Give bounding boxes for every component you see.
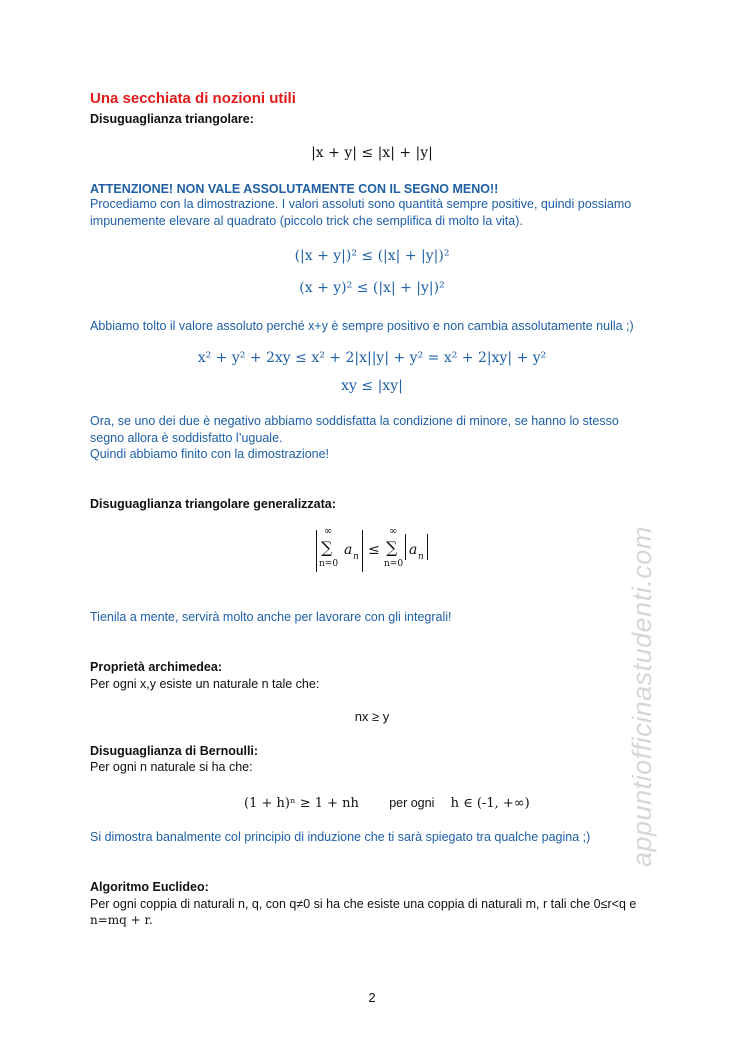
condition-label: per ogni [389,796,435,810]
heading-triangolare: Disuguaglianza triangolare: [90,112,254,126]
equation-expansion: x² + y² + 2xy ≤ x² + 2|x||y| + y² = x² + 2|xy| + y² [197,350,547,366]
abs-bar-inner-right [427,534,428,560]
text-euclideo-1: Per ogni coppia di naturali n, q, con q≠0 si ha che esiste una coppia di naturali m, r tali che 0≤r<q e [90,897,637,911]
abs-bar-inner-left [405,534,406,560]
sum-top-left: ∞ [324,526,333,537]
term-left: a [344,542,353,558]
text-bernoulli: Per ogni n naturale si ha che: [90,760,253,774]
abs-bar-left [316,530,317,572]
sum-symbol-right: ∑ [386,538,398,557]
heading-euclideo: Algoritmo Euclideo: [90,880,209,894]
note-integrali: Tienila a mente, servirà molto anche per lavorare con gli integrali! [90,610,452,624]
condition-formula: h ∈ (-1, +∞) [450,796,530,811]
page-number: 2 [368,990,376,1005]
sum-symbol-left: ∑ [321,538,333,557]
watermark-text: appuntiofficinastudenti.com [627,526,657,867]
formula-archimedea: nx ≥ y [354,709,390,724]
warning-text: ATTENZIONE! NON VALE ASSOLUTAMENTE CON IL SEGNO MENO!! [90,182,499,196]
paragraph-dimostrazione: Procediamo con la dimostrazione. I valori assoluti sono quantità sempre positive, quindi possiamo impunemente elevare al quadrato (piccolo trick che semplifica di molto la vita). [90,197,632,228]
formula-triangolare: |x + y| ≤ |x| + |y| [311,145,433,161]
sum-bottom-left: n=0 [319,559,339,569]
formula-bernoulli: (1 + h)ⁿ ≥ 1 + nh [244,796,359,811]
sum-top-right: ∞ [389,526,398,537]
text-archimedea: Per ogni x,y esiste un naturale n tale che: [90,677,320,691]
abs-bar-right [362,530,363,572]
formula-bernoulli-row [244,796,544,811]
page-title: Una secchiata di nozioni utili [90,90,296,107]
equation-squared-abs: (|x + y|)² ≤ (|x| + |y|)² [294,248,450,264]
sub-right: n [418,552,424,562]
sum-bottom-right: n=0 [384,559,404,569]
paragraph-finito: Quindi abbiamo finito con la dimostrazione! [90,447,330,461]
heading-archimedea: Proprietà archimedea: [90,660,222,674]
equation-squared: (x + y)² ≤ (|x| + |y|)² [299,280,445,296]
heading-bernoulli: Disuguaglianza di Bernoulli: [90,744,259,758]
paragraph-valore-assoluto: Abbiamo tolto il valore assoluto perché x+y è sempre positivo e non cambia assolutamente nulla ;) [90,319,634,333]
term-right: a [409,542,418,558]
note-induzione: Si dimostra banalmente col principio di induzione che ti sarà spiegato tra qualche pagina ;) [90,830,591,844]
heading-generalizzata: Disuguaglianza triangolare generalizzata: [90,497,336,511]
text-euclideo-2: n=mq + r. [90,913,153,927]
leq-symbol: ≤ [368,542,380,558]
sub-left: n [353,552,359,562]
paragraph-conclusione: Ora, se uno dei due è negativo abbiamo soddisfatta la condizione di minore, se hanno lo stesso segno allora è soddisfatto l’uguale. [90,414,619,445]
formula-generalizzata [316,526,438,572]
equation-xy: xy ≤ |xy| [341,378,403,394]
